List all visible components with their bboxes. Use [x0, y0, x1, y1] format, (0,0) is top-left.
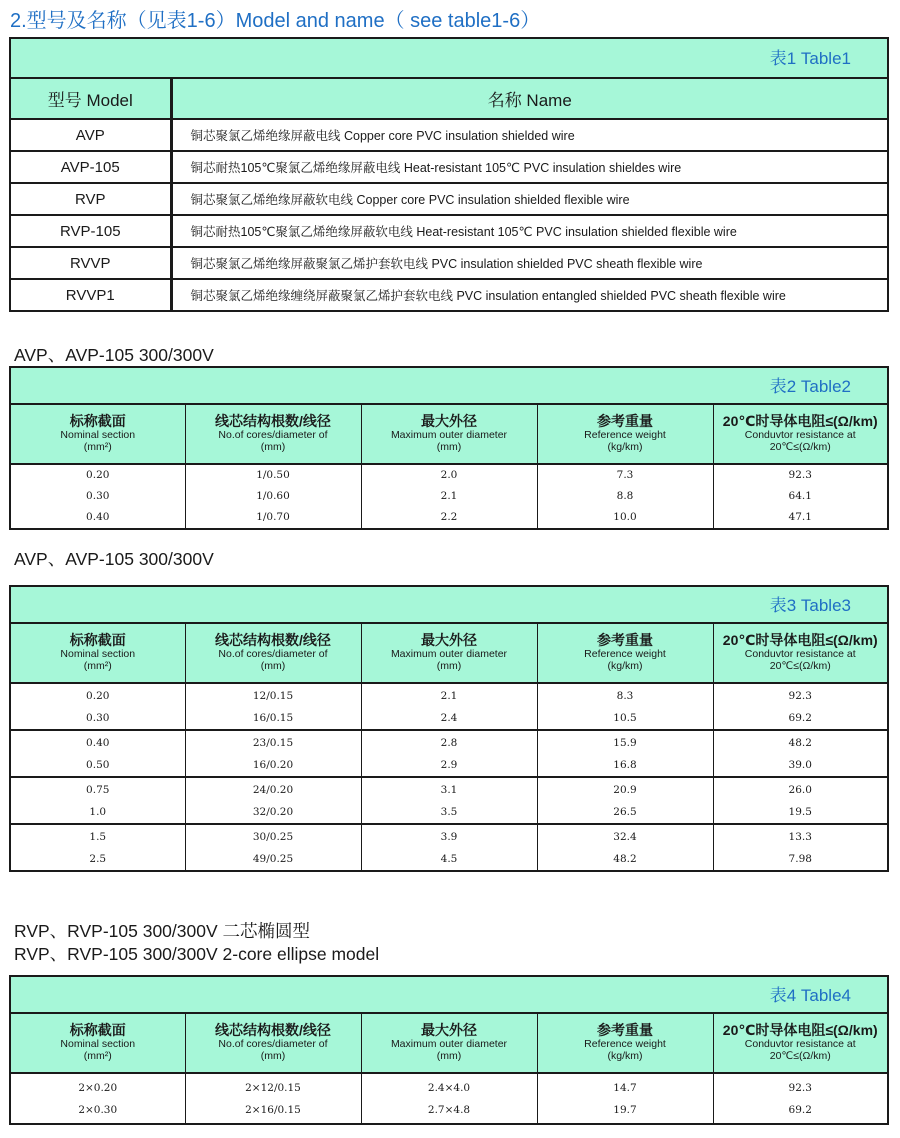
cell-value: 0.50: [86, 758, 110, 771]
cell-value: 26.5: [613, 805, 637, 818]
cell-value: 0.40: [86, 511, 110, 523]
cell-value: 10.0: [613, 511, 637, 523]
cell-value: 13.3: [788, 830, 812, 843]
table2-block: [9, 366, 889, 530]
section-header: [10, 404, 185, 464]
resistance-cell: [713, 730, 888, 777]
header-cn: 线芯结构根数/线径: [215, 413, 331, 430]
weight-cell: [537, 730, 713, 777]
cell-value: 2.7×4.8: [427, 1103, 471, 1116]
cores-cell: [185, 683, 361, 730]
cores-cell: [185, 730, 361, 777]
spec-header-row: [10, 623, 888, 683]
weight-cell: [537, 777, 713, 824]
header-en: Maximum outer diameter: [390, 648, 508, 661]
cell-value: 2.4: [440, 711, 458, 724]
cores-header: [185, 623, 361, 683]
cell-value: 48.2: [613, 852, 637, 865]
diameter-header: [361, 623, 537, 683]
cell-value: 16/0.15: [252, 711, 294, 724]
header-unit: (kg/km): [607, 659, 643, 672]
cell-value: 2.5: [89, 852, 107, 865]
table1-header-row: [10, 78, 888, 119]
header-cn: 20℃时导体电阻≤(Ω/km): [722, 632, 878, 649]
section-header: [10, 1013, 185, 1073]
weight-cell: [537, 683, 713, 730]
section-cell: [10, 824, 185, 871]
spec-header-row: [10, 1013, 888, 1073]
header-en: No.of cores/diameter of: [218, 429, 328, 442]
table4-title: 表4 Table4: [9, 975, 889, 1012]
cell-value: 1.5: [89, 830, 107, 843]
spec-body: [10, 1073, 888, 1124]
section-cell: [10, 683, 185, 730]
cores-header: [185, 1013, 361, 1073]
resistance-cell: [713, 683, 888, 730]
spec-header-row: [10, 404, 888, 464]
table-row: [10, 119, 888, 151]
table1-block: [9, 37, 889, 312]
header-en: Reference weight: [584, 648, 666, 661]
model-cell: AVP: [10, 119, 171, 151]
header-unit: (mm): [260, 440, 286, 453]
weight-cell: [537, 1073, 713, 1124]
header-en: Maximum outer diameter: [390, 1038, 508, 1051]
header-cn: 20℃时导体电阻≤(Ω/km): [722, 413, 878, 430]
section-cell: [10, 1073, 185, 1124]
cell-value: 23/0.15: [252, 736, 294, 749]
cell-value: 0.40: [86, 736, 110, 749]
header-unit: (mm): [436, 440, 462, 453]
resistance-header: [713, 623, 888, 683]
diameter-header: [361, 1013, 537, 1073]
header-en: Conduvtor resistance at: [744, 1038, 856, 1051]
header-cn: 线芯结构根数/线径: [215, 1022, 331, 1039]
model-cell: RVP-105: [10, 215, 171, 247]
header-cn: 最大外径: [421, 1022, 477, 1039]
cell-value: 0.30: [86, 711, 110, 724]
cell-value: 2×0.20: [78, 1081, 118, 1094]
header-en: Nominal section: [60, 1038, 136, 1051]
header-en: Conduvtor resistance at: [744, 429, 856, 442]
cell-value: 12/0.15: [252, 689, 294, 702]
diameter-cell: [361, 683, 537, 730]
header-unit: (mm²): [83, 440, 112, 453]
diameter-cell: [361, 777, 537, 824]
cell-value: 8.3: [616, 689, 634, 702]
model-cell: AVP-105: [10, 151, 171, 183]
header-unit: 20℃≤(Ω/km): [769, 659, 831, 672]
table-row: [10, 683, 888, 730]
table3-caption: AVP、AVP-105 300/300V: [14, 549, 214, 569]
header-en: Reference weight: [584, 1038, 666, 1051]
header-unit: 20℃≤(Ω/km): [769, 440, 831, 453]
header-cn: 参考重量: [597, 632, 653, 649]
cell-value: 3.1: [440, 783, 458, 796]
table-row: [10, 824, 888, 871]
cores-cell: [185, 464, 361, 529]
table1-title: 表1 Table1: [9, 37, 889, 77]
model-name-table: [9, 77, 889, 312]
cell-value: 8.8: [616, 490, 634, 502]
table3-block: [9, 585, 889, 872]
cell-value: 2×0.30: [78, 1103, 118, 1116]
cell-value: 49/0.25: [252, 852, 294, 865]
header-en: Nominal section: [60, 429, 136, 442]
header-cn: 参考重量: [597, 1022, 653, 1039]
cell-value: 2.4×4.0: [427, 1081, 471, 1094]
cell-value: 48.2: [788, 736, 812, 749]
table-row: [10, 730, 888, 777]
header-cn: 标称截面: [69, 413, 126, 430]
header-en: Reference weight: [584, 429, 666, 442]
cell-value: 7.98: [788, 852, 812, 865]
table-row: [10, 151, 888, 183]
diameter-header: [361, 404, 537, 464]
cell-value: 32/0.20: [252, 805, 294, 818]
cell-value: 69.2: [788, 711, 812, 724]
table-row: [10, 1073, 888, 1124]
cores-cell: [185, 1073, 361, 1124]
cell-value: 14.7: [613, 1081, 637, 1094]
diameter-cell: [361, 824, 537, 871]
cell-value: 2.0: [440, 469, 458, 481]
spec-table: [9, 1012, 889, 1125]
table-row: [10, 215, 888, 247]
cell-value: 0.20: [86, 469, 110, 481]
table2-caption: AVP、AVP-105 300/300V: [14, 345, 214, 365]
header-unit: (mm): [436, 659, 462, 672]
cell-value: 2×16/0.15: [245, 1103, 301, 1116]
header-unit: (kg/km): [607, 1049, 643, 1062]
section-cell: [10, 464, 185, 529]
header-unit: (mm): [436, 1049, 462, 1062]
model-cell: RVVP1: [10, 279, 171, 311]
weight-header: [537, 404, 713, 464]
name-cell: 铜芯耐热105℃聚氯乙烯绝缘屏蔽电线 Heat-resistant 105℃ PVC insulation shieldes wire: [171, 151, 888, 183]
header-cn: 最大外径: [421, 632, 477, 649]
spec-table: [9, 403, 889, 530]
cell-value: 92.3: [788, 1081, 812, 1094]
header-unit: (mm): [260, 1049, 286, 1062]
cell-value: 16.8: [613, 758, 637, 771]
cell-value: 2.9: [440, 758, 458, 771]
weight-cell: [537, 464, 713, 529]
header-cn: 标称截面: [69, 632, 126, 649]
resistance-cell: [713, 777, 888, 824]
cell-value: 20.9: [613, 783, 637, 796]
resistance-cell: [713, 1073, 888, 1124]
name-cell: 铜芯聚氯乙烯绝缘屏蔽聚氯乙烯护套软电线 PVC insulation shielded PVC sheath flexible wire: [171, 247, 888, 279]
model-column-header: 型号 Model: [10, 78, 171, 119]
cores-cell: [185, 777, 361, 824]
cell-value: 26.0: [788, 783, 812, 796]
cell-value: 1/0.60: [256, 490, 290, 502]
cores-header: [185, 404, 361, 464]
section-header: [10, 623, 185, 683]
cell-value: 1/0.50: [256, 469, 290, 481]
cores-cell: [185, 824, 361, 871]
diameter-cell: [361, 730, 537, 777]
cell-value: 2.1: [440, 689, 458, 702]
model-cell: RVVP: [10, 247, 171, 279]
cell-value: 39.0: [788, 758, 812, 771]
diameter-cell: [361, 1073, 537, 1124]
resistance-header: [713, 1013, 888, 1073]
header-en: No.of cores/diameter of: [218, 1038, 328, 1051]
section-cell: [10, 730, 185, 777]
cell-value: 64.1: [788, 490, 812, 502]
cell-value: 0.75: [86, 783, 110, 796]
cell-value: 2.1: [440, 490, 458, 502]
cell-value: 2.8: [440, 736, 458, 749]
weight-header: [537, 1013, 713, 1073]
cell-value: 4.5: [440, 852, 458, 865]
cell-value: 69.2: [788, 1103, 812, 1116]
diameter-cell: [361, 464, 537, 529]
cell-value: 7.3: [616, 469, 634, 481]
header-en: Conduvtor resistance at: [744, 648, 856, 661]
resistance-cell: [713, 824, 888, 871]
cell-value: 0.20: [86, 689, 110, 702]
header-cn: 参考重量: [597, 413, 653, 430]
cell-value: 92.3: [788, 469, 812, 481]
name-cell: 铜芯聚氯乙烯绝缘缠绕屏蔽聚氯乙烯护套软电线 PVC insulation entangled shielded PVC sheath flexible wire: [171, 279, 888, 311]
table4-caption-cn: RVP、RVP-105 300/300V 二芯椭圆型: [14, 921, 311, 941]
header-unit: (mm²): [83, 1049, 112, 1062]
resistance-cell: [713, 464, 888, 529]
weight-cell: [537, 824, 713, 871]
table3-title: 表3 Table3: [9, 585, 889, 622]
table-row: [10, 183, 888, 215]
cell-value: 19.5: [788, 805, 812, 818]
name-column-header: 名称 Name: [171, 78, 888, 119]
cell-value: 16/0.20: [252, 758, 294, 771]
cell-value: 0.30: [86, 490, 110, 502]
name-cell: 铜芯聚氯乙烯绝缘屏蔽软电线 Copper core PVC insulation shielded flexible wire: [171, 183, 888, 215]
cell-value: 47.1: [788, 511, 812, 523]
cell-value: 3.5: [440, 805, 458, 818]
model-cell: RVP: [10, 183, 171, 215]
table2-title: 表2 Table2: [9, 366, 889, 403]
table-row: [10, 464, 888, 529]
section-heading: 2.型号及名称（见表1-6）Model and name（ see table1-6）: [10, 10, 541, 32]
cell-value: 32.4: [613, 830, 637, 843]
header-unit: (mm²): [83, 659, 112, 672]
name-cell: 铜芯耐热105℃聚氯乙烯绝缘屏蔽软电线 Heat-resistant 105℃ PVC insulation shielded flexible wire: [171, 215, 888, 247]
resistance-header: [713, 404, 888, 464]
spec-table: [9, 622, 889, 872]
cell-value: 1.0: [89, 805, 107, 818]
header-en: No.of cores/diameter of: [218, 648, 328, 661]
header-cn: 最大外径: [421, 413, 477, 430]
cell-value: 15.9: [613, 736, 637, 749]
header-en: Nominal section: [60, 648, 136, 661]
header-en: Maximum outer diameter: [390, 429, 508, 442]
table4-caption-en: RVP、RVP-105 300/300V 2-core ellipse model: [14, 944, 380, 964]
cell-value: 3.9: [440, 830, 458, 843]
cell-value: 2.2: [440, 511, 458, 523]
header-unit: (kg/km): [607, 440, 643, 453]
table-row: [10, 279, 888, 311]
header-unit: (mm): [260, 659, 286, 672]
cell-value: 24/0.20: [252, 783, 294, 796]
weight-header: [537, 623, 713, 683]
table-row: [10, 777, 888, 824]
name-cell: 铜芯聚氯乙烯绝缘屏蔽电线 Copper core PVC insulation shielded wire: [171, 119, 888, 151]
header-unit: 20℃≤(Ω/km): [769, 1049, 831, 1062]
cell-value: 92.3: [788, 689, 812, 702]
cell-value: 1/0.70: [256, 511, 290, 523]
spec-body: [10, 464, 888, 529]
spec-body: [10, 683, 888, 871]
header-cn: 20℃时导体电阻≤(Ω/km): [722, 1022, 878, 1039]
cell-value: 10.5: [613, 711, 637, 724]
section-cell: [10, 777, 185, 824]
cell-value: 2×12/0.15: [245, 1081, 301, 1094]
header-cn: 线芯结构根数/线径: [215, 632, 331, 649]
table-row: [10, 247, 888, 279]
cell-value: 19.7: [613, 1103, 637, 1116]
cell-value: 30/0.25: [252, 830, 294, 843]
table4-block: [9, 975, 889, 1125]
header-cn: 标称截面: [69, 1022, 126, 1039]
